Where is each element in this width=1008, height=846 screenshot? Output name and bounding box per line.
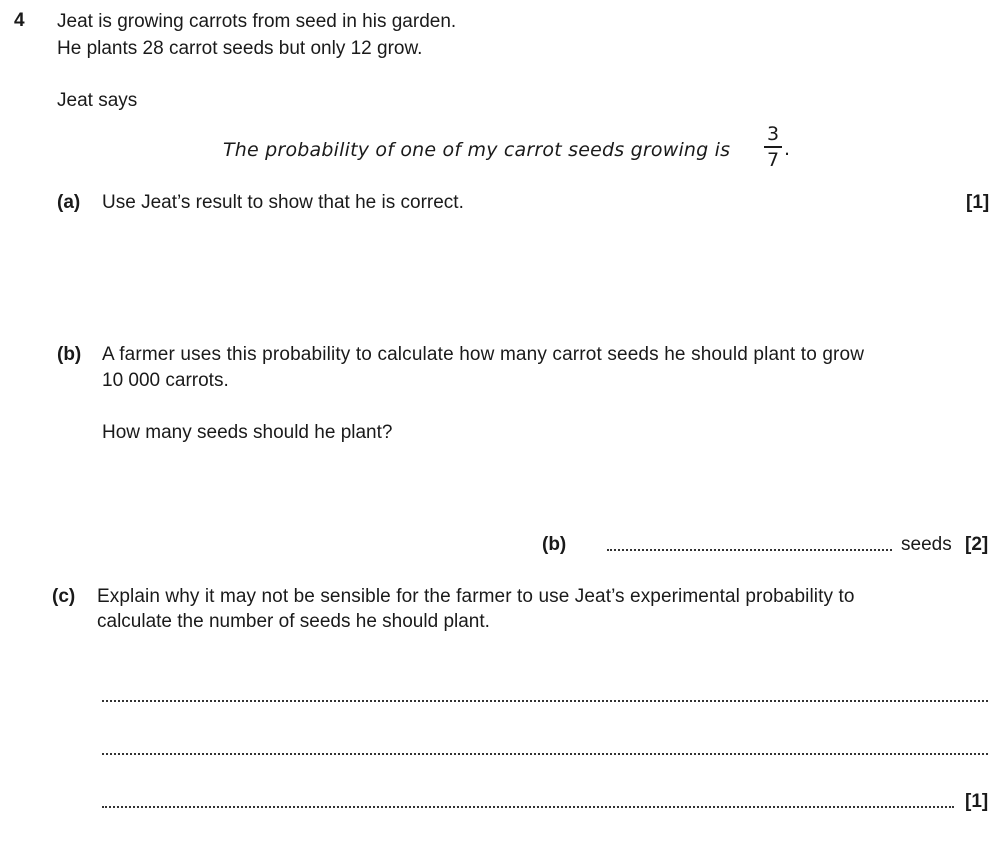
part-b-label: (b) (57, 344, 82, 365)
question-number: 4 (14, 10, 25, 31)
part-c-label: (c) (52, 586, 76, 607)
fraction-numerator: 3 (766, 123, 780, 145)
part-b-text-line-1: A farmer uses this probability to calculate how many carrot seeds he should plant to grow (102, 344, 865, 365)
part-b-question: How many seeds should he plant? (102, 422, 393, 443)
intro-line-2: He plants 28 carrot seeds but only 12 grow. (57, 38, 423, 59)
part-a-marks: [1] (966, 192, 990, 213)
intro-line-1: Jeat is growing carrots from seed in his garden. (57, 11, 457, 32)
quote-fraction (764, 123, 782, 171)
part-c-answer-line-1[interactable] (102, 700, 988, 702)
part-c-marks: [1] (965, 791, 989, 812)
part-b-marks: [2] (965, 534, 989, 555)
part-b-text-line-2: 10 000 carrots. (102, 370, 229, 391)
part-a-text: Use Jeat’s result to show that he is correct. (102, 192, 464, 213)
quote-period: . (784, 138, 791, 160)
part-b-answer-line[interactable] (607, 549, 892, 551)
fraction-bar (764, 146, 782, 148)
part-b-answer-unit: seeds (901, 534, 952, 555)
part-c-answer-line-2[interactable] (102, 753, 988, 755)
jeat-quote: The probability of one of my carrot seeds growing is (223, 139, 731, 161)
part-c-text-line-1: Explain why it may not be sensible for the farmer to use Jeat’s experimental probability to (97, 586, 855, 607)
part-c-answer-line-3[interactable] (102, 806, 954, 808)
part-a-label: (a) (57, 192, 81, 213)
part-c-text-line-2: calculate the number of seeds he should plant. (97, 611, 490, 632)
part-b-answer-label: (b) (542, 534, 567, 555)
fraction-denominator: 7 (766, 149, 780, 171)
jeat-says: Jeat says (57, 90, 138, 111)
